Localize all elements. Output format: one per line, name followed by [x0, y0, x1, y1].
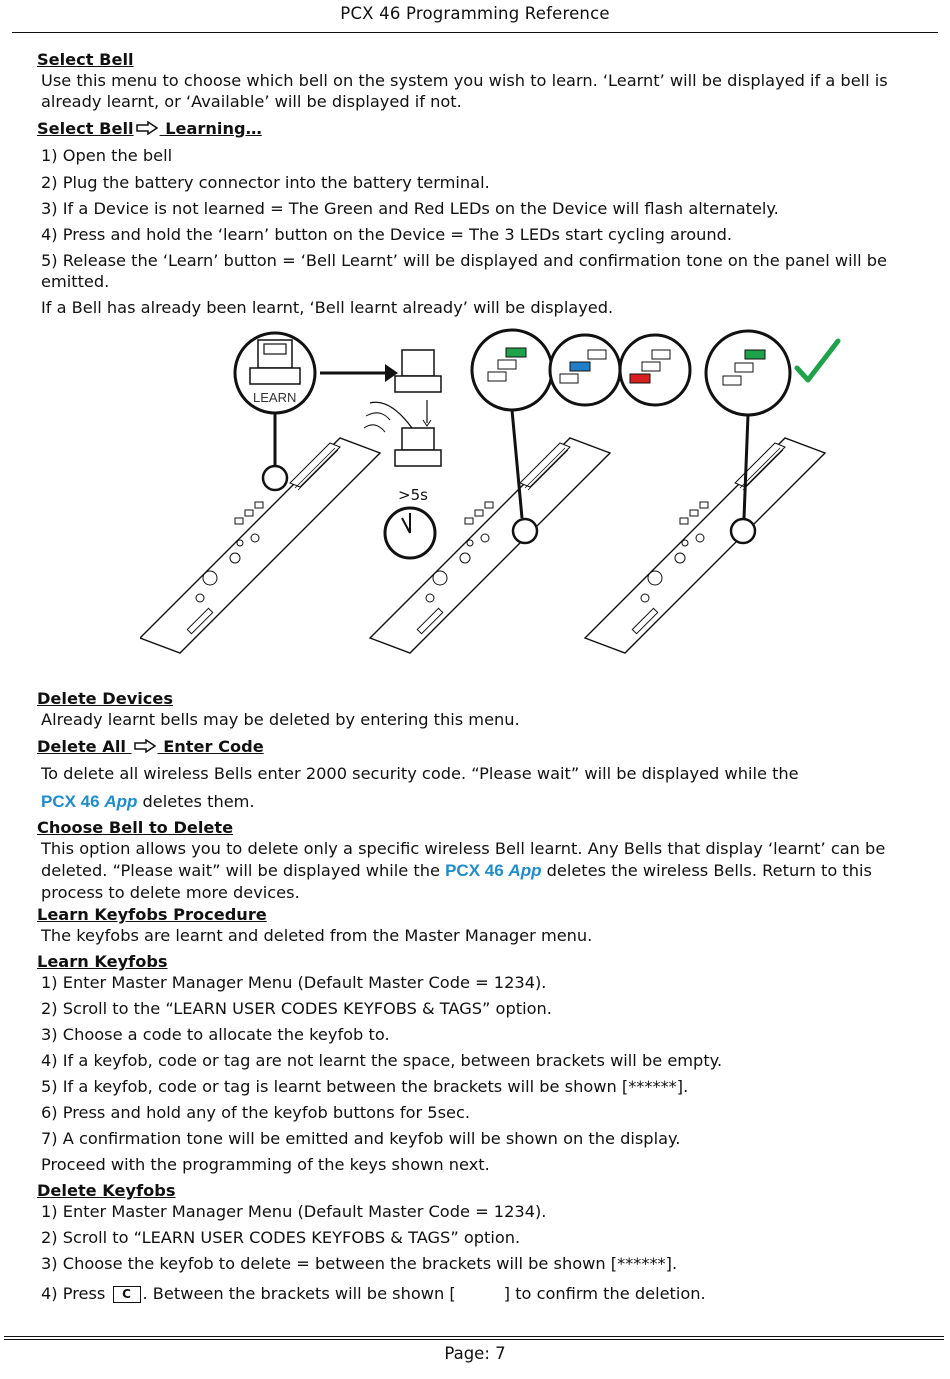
learn-step-3: 3) If a Device is not learned = The Green and Red LEDs on the Device will flash alternately.: [41, 199, 779, 218]
choose-bell-text-2: deletes the wireless Bells. Return to this process to delete more devices.: [41, 861, 872, 902]
page-header-title: PCX 46 Programming Reference: [340, 4, 610, 23]
learn-button-icon: [235, 333, 315, 413]
footer-divider: [4, 1336, 944, 1337]
learn-step-4: 4) Press and hold the ‘learn’ button on the Device = The 3 LEDs start cycling around.: [41, 225, 733, 244]
select-bell-heading: Select Bell: [37, 50, 134, 69]
choose-bell-text: [41, 838, 937, 904]
choose-bell-heading: Choose Bell to Delete: [37, 818, 234, 837]
brand-app-name: [445, 861, 541, 880]
arrow-right-icon: [134, 739, 156, 753]
delete-all-text-2: [41, 791, 937, 812]
learn-keyfobs-step-6: 6) Press and hold any of the keyfob buttons for 5sec.: [41, 1103, 471, 1122]
delete-all-heading: [37, 736, 937, 757]
delete-all-text-1: To delete all wireless Bells enter 2000 security code. “Please wait” will be displayed while the: [41, 764, 799, 783]
delete-keyfobs-step-4: [41, 1283, 937, 1304]
checkmark-icon: [797, 341, 838, 380]
learn-keyfobs-step-2: 2) Scroll to the “LEARN USER CODES KEYFOBS & TAGS” option.: [41, 999, 552, 1018]
learn-note: If a Bell has already been learnt, ‘Bell learnt already’ will be displayed.: [41, 298, 614, 317]
brand-name: PCX 46: [445, 861, 504, 880]
learn-step-2: 2) Plug the battery connector into the battery terminal.: [41, 173, 490, 192]
learning-heading-part-a: Select Bell: [37, 119, 134, 138]
learn-button-icon: [395, 350, 441, 392]
c-key-icon: C: [113, 1286, 141, 1303]
delete-all-heading-a: Delete All: [37, 737, 132, 756]
learn-label: LEARN: [253, 390, 297, 405]
learn-keyfobs-step-1: 1) Enter Master Manager Menu (Default Master Code = 1234).: [41, 973, 547, 992]
led-status-icon: [550, 335, 620, 405]
pcb-board-icon: [140, 438, 380, 653]
header-divider: [12, 32, 938, 33]
brand-app-name: [41, 792, 137, 811]
footer-divider: [4, 1339, 944, 1340]
delete-devices-heading: Delete Devices: [37, 689, 174, 708]
select-bell-learning-heading: [37, 118, 937, 139]
delete-keyfobs-step-1: 1) Enter Master Manager Menu (Default Master Code = 1234).: [41, 1202, 547, 1221]
learn-button-icon: [395, 428, 441, 466]
delete-devices-text: Already learnt bells may be deleted by entering this menu.: [41, 710, 520, 729]
delete-keyfobs-step-3: 3) Choose the keyfob to delete = between the brackets will be shown [******].: [41, 1254, 678, 1273]
learn-keyfobs-note: Proceed with the programming of the keys shown next.: [41, 1155, 490, 1174]
brand-app: App: [104, 792, 138, 811]
learn-keyfobs-heading: Learn Keyfobs: [37, 952, 168, 971]
delete-keyfobs-step-2: 2) Scroll to “LEARN USER CODES KEYFOBS & TAGS” option.: [41, 1228, 521, 1247]
timer-label: >5s: [398, 486, 428, 504]
led-status-icon: [706, 331, 790, 415]
learn-keyfobs-step-3: 3) Choose a code to allocate the keyfob to.: [41, 1025, 390, 1044]
learn-step-5: 5) Release the ‘Learn’ button = ‘Bell Learnt’ will be displayed and confirmation tone on the panel will be emitted.: [41, 251, 888, 291]
delete-keyfobs-step-4b: . Between the brackets will be shown [: [142, 1284, 456, 1303]
learn-keyfobs-procedure-text: The keyfobs are learnt and deleted from the Master Manager menu.: [41, 926, 593, 945]
learn-keyfobs-step-4: 4) If a keyfob, code or tag are not learnt the space, between brackets will be empty.: [41, 1051, 723, 1070]
delete-keyfobs-heading: Delete Keyfobs: [37, 1181, 176, 1200]
led-status-icon: [620, 335, 690, 405]
pcb-board-icon: [585, 438, 825, 653]
learn-step-1: 1) Open the bell: [41, 146, 173, 165]
select-bell-text: Use this menu to choose which bell on the system you wish to learn. ‘Learnt’ will be displayed if a bell is already learnt, or ‘Available’ will be displayed if not.: [41, 71, 888, 111]
delete-keyfobs-step-4c: ] to confirm the deletion.: [503, 1284, 706, 1303]
learn-keyfobs-step-7: 7) A confirmation tone will be emitted and keyfob will be shown on the display.: [41, 1129, 681, 1148]
learning-heading-part-b: Learning…: [159, 119, 262, 138]
brand-name: PCX 46: [41, 792, 100, 811]
clock-icon: [385, 508, 435, 558]
arrow-right-icon: [136, 121, 158, 135]
led-status-icon: [472, 330, 552, 410]
learn-keyfobs-step-5: 5) If a keyfob, code or tag is learnt between the brackets will be shown [******].: [41, 1077, 689, 1096]
delete-all-text-2-tail: deletes them.: [137, 792, 255, 811]
learning-illustration: [140, 328, 860, 673]
document-body: [37, 48, 937, 1304]
brand-app: App: [508, 861, 542, 880]
learn-keyfobs-procedure-heading: Learn Keyfobs Procedure: [37, 905, 267, 924]
page-number: Page: 7: [444, 1344, 506, 1363]
choose-bell-text-1: This option allows you to delete only a specific wireless Bell learnt. Any Bells that display ‘learnt’ can be deleted. “Please wait” will be displayed while the: [41, 839, 886, 880]
delete-all-heading-b: Enter Code: [157, 737, 264, 756]
delete-keyfobs-step-4a: 4) Press: [41, 1284, 111, 1303]
